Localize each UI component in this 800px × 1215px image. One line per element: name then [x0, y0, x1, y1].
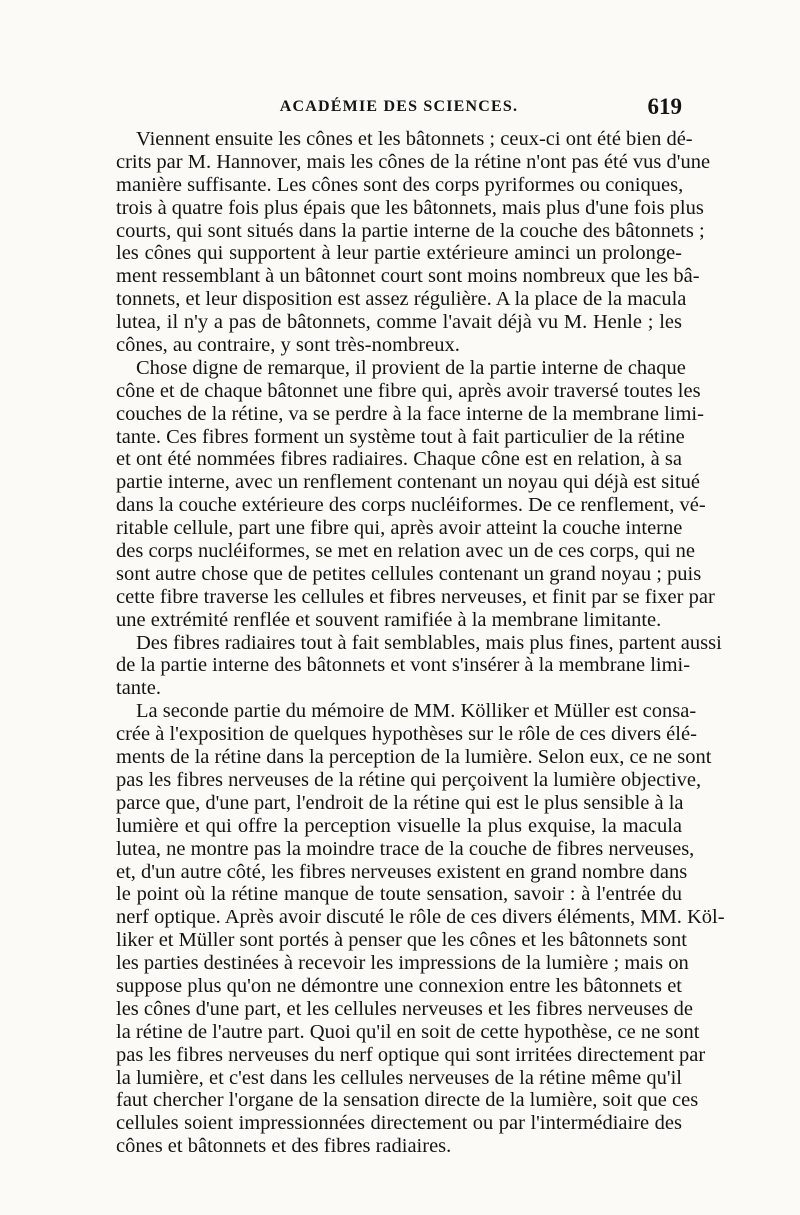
text-line: cette fibre traverse les cellules et fibres nerveuses, et finit par se fixer par	[116, 585, 715, 608]
text-line: lumière et qui offre la perception visuelle la plus exquise, la macula	[116, 814, 682, 837]
text-line: les cônes d'une part, et les cellules nerveuses et les fibres nerveuses de	[116, 997, 693, 1020]
text-line: pas les fibres nerveuses de la rétine qui perçoivent la lumière objective,	[116, 768, 702, 791]
text-line: ritable cellule, part une fibre qui, après avoir atteint la couche interne	[116, 517, 683, 540]
text-line: cône et de chaque bâtonnet une fibre qui, après avoir traversé toutes les	[116, 379, 701, 402]
text-line: couches de la rétine, va se perdre à la face interne de la membrane limi-	[116, 402, 704, 425]
paragraph-4	[116, 700, 725, 1158]
paragraph-1	[116, 128, 711, 357]
text-line: de la partie interne des bâtonnets et vont s'insérer à la membrane limi-	[116, 654, 691, 677]
page-number: 619	[647, 94, 682, 119]
text-line: tonnets, et leur disposition est assez régulière. A la place de la macula	[116, 288, 687, 311]
text-line: cônes et bâtonnets et des fibres radiaires.	[116, 1135, 452, 1158]
text-line: les cônes qui supportent à leur partie extérieure aminci un prolonge-	[116, 242, 682, 265]
text-line: la lumière, et c'est dans les cellules nerveuses de la rétine même qu'il	[116, 1066, 682, 1089]
text-line: des corps nucléiformes, se met en relation avec un de ces corps, qui ne	[116, 540, 695, 563]
text-line: faut chercher l'organe de la sensation directe de la lumière, soit que ces	[116, 1089, 699, 1112]
text-line: lutea, ne montre pas la moindre trace de la couche de fibres nerveuses,	[116, 837, 695, 860]
text-line: Viennent ensuite les cônes et les bâtonnets ; ceux-ci ont été bien dé-	[136, 128, 693, 150]
text-line: partie interne, avec un renflement contenant un noyau qui déjà est situé	[116, 471, 701, 494]
text-line: dans la couche extérieure des corps nucléiformes. De ce renflement, vé-	[116, 494, 706, 517]
text-line: tante.	[116, 677, 161, 700]
text-line: cônes, au contraire, y sont très-nombreux.	[116, 334, 460, 357]
body-text	[116, 128, 725, 1158]
text-line: manière suffisante. Les cônes sont des corps pyriformes ou coniques,	[116, 173, 684, 196]
text-line: sont autre chose que de petites cellules contenant un grand noyau ; puis	[116, 562, 702, 585]
page-header	[116, 94, 682, 122]
text-line: crits par M. Hannover, mais les cônes de la rétine n'ont pas été vus d'une	[116, 150, 711, 173]
text-line: La seconde partie du mémoire de MM. Kölliker et Müller est consa-	[136, 700, 697, 723]
text-line: une extrémité renflée et souvent ramifiée à la membrane limitante.	[116, 608, 662, 631]
text-line: parce que, d'une part, l'endroit de la rétine qui est le plus sensible à la	[116, 791, 684, 814]
text-line: lutea, il n'y a pas de bâtonnets, comme l'avait déjà vu M. Henle ; les	[116, 311, 682, 334]
text-line: ment ressemblant à un bâtonnet court sont moins nombreux que les bâ-	[116, 265, 700, 288]
text-line: trois à quatre fois plus épais que les bâtonnets, mais plus d'une fois plus	[116, 196, 704, 219]
text-line: nerf optique. Après avoir discuté le rôle de ces divers éléments, MM. Köl-	[116, 906, 725, 929]
paragraph-2	[116, 356, 715, 632]
text-line: le point où la rétine manque de toute sensation, savoir : à l'entrée du	[116, 883, 682, 906]
text-line: les parties destinées à recevoir les impressions de la lumière ; mais on	[116, 952, 689, 975]
text-line: ments de la rétine dans la perception de la lumière. Selon eux, ce ne sont	[116, 746, 712, 769]
text-line: crée à l'exposition de quelques hypothèses sur le rôle de ces divers élé-	[116, 723, 697, 746]
paragraph-3	[116, 631, 722, 701]
text-line: tante. Ces fibres forment un système tout à fait particulier de la rétine	[116, 425, 685, 448]
text-line: et, d'un autre côté, les fibres nerveuses existent en grand nombre dans	[116, 860, 688, 883]
text-line: la rétine de l'autre part. Quoi qu'il en soit de cette hypothèse, ce ne sont	[116, 1020, 700, 1043]
text-line: cellules soient impressionnées directement ou par l'intermédiaire des	[116, 1112, 682, 1135]
text-line: liker et Müller sont portés à penser que les cônes et les bâtonnets sont	[116, 929, 688, 952]
text-line: courts, qui sont situés dans la partie interne de la couche des bâtonnets ;	[116, 219, 705, 242]
text-line: Chose digne de remarque, il provient de la partie interne de chaque	[136, 356, 686, 379]
text-line: et ont été nommées fibres radiaires. Chaque cône est en relation, à sa	[116, 448, 682, 471]
running-head: ACADÉMIE DES SCIENCES.	[279, 98, 519, 115]
text-line: Des fibres radiaires tout à fait semblables, mais plus fines, partent aussi	[136, 631, 722, 654]
text-line: suppose plus qu'on ne démontre une connexion entre les bâtonnets et	[116, 974, 682, 997]
text-line: pas les fibres nerveuses du nerf optique qui sont irritées directement par	[116, 1043, 706, 1066]
